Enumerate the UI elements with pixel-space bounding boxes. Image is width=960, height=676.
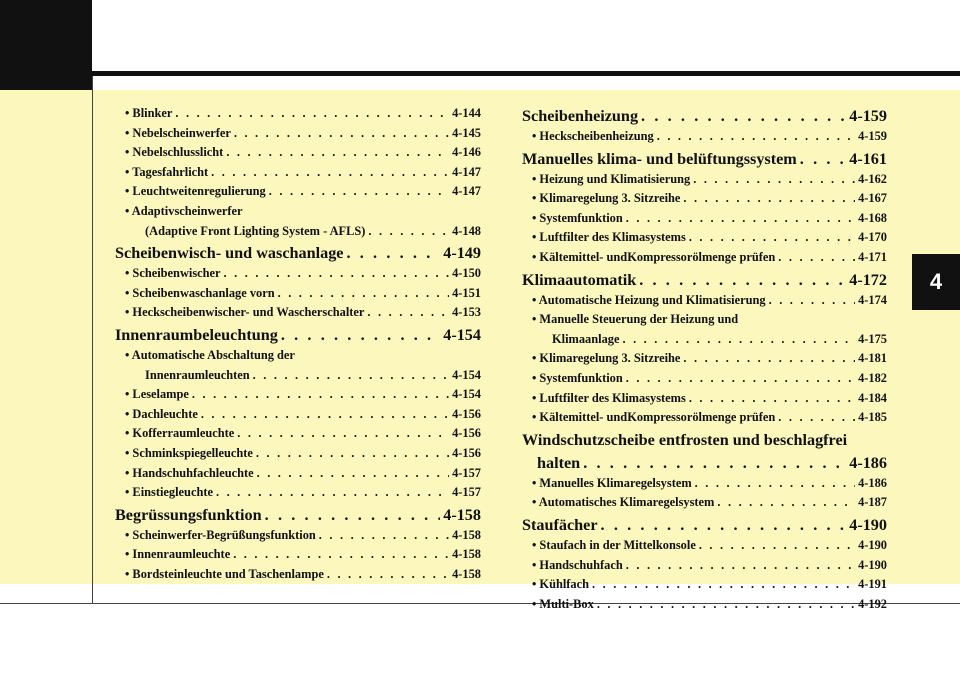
toc-subentry[interactable] bbox=[115, 182, 481, 202]
dot-leader bbox=[689, 228, 855, 248]
toc-entry-label: • Tagesfahrlicht bbox=[125, 164, 209, 179]
dot-leader bbox=[626, 209, 855, 229]
dot-leader bbox=[800, 148, 846, 170]
toc-entry-label: • Luftfilter des Klimasystems bbox=[532, 230, 686, 245]
toc-entry-label: • Leuchtweitenregulierung bbox=[125, 184, 266, 199]
dot-leader bbox=[683, 189, 855, 209]
toc-subentry[interactable] bbox=[115, 545, 481, 565]
toc-page-number: 4-158 bbox=[452, 566, 481, 581]
chapter-tab[interactable]: 4 bbox=[912, 254, 960, 310]
toc-subentry[interactable] bbox=[522, 248, 887, 268]
toc-subentry[interactable] bbox=[522, 291, 887, 311]
dot-leader bbox=[319, 526, 449, 546]
corner-black-block bbox=[0, 0, 92, 90]
toc-entry-label: • Leselampe bbox=[125, 387, 189, 402]
toc-page-number: 4-153 bbox=[452, 305, 481, 320]
toc-entry-label: • Multi-Box bbox=[532, 596, 594, 611]
toc-page-number: 4-175 bbox=[858, 331, 887, 346]
dot-leader bbox=[281, 324, 440, 346]
toc-page-number: 4-172 bbox=[849, 270, 887, 289]
margin-line bbox=[92, 76, 93, 603]
toc-page-number: 4-146 bbox=[452, 145, 481, 160]
toc-section-entry[interactable] bbox=[522, 514, 887, 536]
toc-subentry[interactable] bbox=[522, 474, 887, 494]
toc-page-number: 4-187 bbox=[858, 495, 887, 510]
toc-subentry[interactable] bbox=[115, 303, 481, 323]
dot-leader bbox=[626, 556, 855, 576]
toc-entry-label: • Handschuhfachleuchte bbox=[125, 465, 254, 480]
toc-entry-label: • Kühlfach bbox=[532, 577, 590, 592]
dot-leader bbox=[717, 493, 855, 513]
toc-subentry[interactable] bbox=[522, 369, 887, 389]
toc-entry-label: Innenraumbeleuchtung bbox=[115, 325, 278, 344]
toc-page-number: 4-157 bbox=[452, 485, 481, 500]
toc-subentry bbox=[115, 202, 481, 222]
dot-leader bbox=[201, 405, 449, 425]
dot-leader bbox=[597, 595, 855, 615]
toc-subentry[interactable] bbox=[522, 127, 887, 147]
toc-page-number: 4-192 bbox=[858, 596, 887, 611]
toc-subentry[interactable] bbox=[522, 189, 887, 209]
toc-entry-label: • Blinker bbox=[125, 106, 173, 120]
toc-section-entry[interactable] bbox=[522, 105, 887, 127]
toc-page-number: 4-174 bbox=[858, 292, 887, 307]
toc-subentry[interactable] bbox=[522, 389, 887, 409]
toc-entry-label: Windschutzscheibe entfrosten und beschlagfrei bbox=[522, 430, 848, 449]
dot-leader bbox=[216, 483, 449, 503]
toc-subentry[interactable] bbox=[522, 349, 887, 369]
toc-page-number: 4-154 bbox=[443, 325, 481, 344]
dot-leader bbox=[657, 127, 855, 147]
toc-page-number: 4-154 bbox=[452, 367, 481, 382]
dot-leader bbox=[253, 366, 449, 386]
toc-subentry[interactable] bbox=[522, 595, 887, 615]
toc-left-column bbox=[115, 104, 481, 584]
toc-page-number: 4-186 bbox=[858, 475, 887, 490]
toc-entry-label: Staufächer bbox=[522, 515, 598, 534]
dot-leader bbox=[224, 264, 450, 284]
toc-page-number: 4-154 bbox=[452, 387, 481, 402]
toc-entry-label: (Adaptive Front Lighting System - AFLS) bbox=[145, 223, 366, 238]
toc-entry-label: Klimaautomatik bbox=[522, 270, 637, 289]
dot-leader bbox=[601, 514, 847, 536]
toc-page-number: 4-170 bbox=[858, 230, 887, 245]
toc-entry-label: • Einstiegleuchte bbox=[125, 485, 213, 500]
toc-entry-label: Scheibenheizung bbox=[522, 107, 639, 125]
toc-entry-label: • Schminkspiegelleuchte bbox=[125, 445, 253, 460]
dot-leader bbox=[175, 104, 449, 124]
toc-page-number: 4-159 bbox=[849, 107, 887, 125]
toc-entry-label: • Heckscheibenwischer- und Wascherschalter bbox=[125, 305, 365, 320]
dot-leader bbox=[346, 242, 440, 264]
dot-leader bbox=[769, 291, 855, 311]
toc-page-number: 4-186 bbox=[849, 453, 887, 472]
dot-leader bbox=[639, 269, 846, 291]
dot-leader bbox=[693, 170, 855, 190]
toc-subentry[interactable] bbox=[522, 575, 887, 595]
toc-page-number: 4-150 bbox=[452, 266, 481, 281]
dot-leader bbox=[192, 385, 449, 405]
toc-page-number: 4-159 bbox=[858, 129, 887, 143]
dot-leader bbox=[237, 424, 449, 444]
toc-subentry[interactable] bbox=[522, 228, 887, 248]
toc-entry-label: Begrüssungsfunktion bbox=[115, 505, 262, 524]
dot-leader bbox=[778, 248, 855, 268]
toc-entry-label: • Dachleuchte bbox=[125, 406, 198, 421]
dot-leader bbox=[626, 369, 855, 389]
toc-entry-label: • Kofferraumleuchte bbox=[125, 426, 235, 441]
toc-page-number: 4-145 bbox=[452, 125, 481, 140]
toc-page-number: 4-156 bbox=[452, 406, 481, 421]
toc-page-number: 4-171 bbox=[858, 249, 887, 264]
toc-entry-label: • Adaptivscheinwerfer bbox=[125, 203, 243, 218]
toc-entry-label: • Nebelschlusslicht bbox=[125, 145, 224, 160]
toc-page-number: 4-190 bbox=[858, 537, 887, 552]
toc-page-number: 4-144 bbox=[452, 106, 481, 120]
toc-page-number: 4-148 bbox=[452, 223, 481, 238]
dot-leader bbox=[233, 545, 449, 565]
dot-leader bbox=[256, 444, 449, 464]
toc-entry-label: • Scheinwerfer-Begrüßungsfunktion bbox=[125, 527, 316, 542]
toc-entry-label: • Kältemittel- undKompressorölmenge prüfen bbox=[532, 410, 776, 425]
toc-page-number: 4-156 bbox=[452, 445, 481, 460]
toc-subentry[interactable] bbox=[522, 493, 887, 513]
toc-page-number: 4-184 bbox=[858, 390, 887, 405]
toc-subentry[interactable] bbox=[115, 405, 481, 425]
toc-page-number: 4-185 bbox=[858, 410, 887, 425]
toc-page-number: 4-191 bbox=[858, 577, 887, 592]
toc-page-number: 4-181 bbox=[858, 351, 887, 366]
dot-leader bbox=[683, 349, 855, 369]
toc-subentry[interactable] bbox=[115, 424, 481, 444]
toc-subentry bbox=[522, 310, 887, 330]
toc-page-number: 4-190 bbox=[849, 515, 887, 534]
toc-page-number: 4-157 bbox=[452, 465, 481, 480]
toc-section-entry[interactable] bbox=[115, 324, 481, 346]
toc-entry-label: halten bbox=[537, 453, 581, 472]
toc-entry-label: • Automatische Heizung und Klimatisierung bbox=[532, 292, 766, 307]
toc-subentry[interactable] bbox=[115, 385, 481, 405]
toc-section-entry[interactable] bbox=[522, 148, 887, 170]
dot-leader bbox=[327, 565, 449, 585]
toc-subentry[interactable] bbox=[522, 330, 887, 350]
toc-entry-label: • Innenraumleuchte bbox=[125, 547, 231, 562]
toc-entry-label: • Klimaregelung 3. Sitzreihe bbox=[532, 351, 681, 366]
dot-leader bbox=[257, 464, 449, 484]
dot-leader bbox=[695, 474, 855, 494]
dot-leader bbox=[234, 124, 449, 144]
toc-entry-label: Innenraumleuchten bbox=[145, 367, 250, 382]
toc-entry-label: Klimaanlage bbox=[552, 331, 620, 346]
toc-page-number: 4-151 bbox=[452, 285, 481, 300]
toc-entry-label: • Systemfunktion bbox=[532, 370, 623, 385]
toc-subentry[interactable] bbox=[115, 483, 481, 503]
toc-entry-label: • Heckscheibenheizung bbox=[532, 129, 654, 143]
toc-entry-label: • Bordsteinleuchte und Taschenlampe bbox=[125, 566, 324, 581]
dot-leader bbox=[622, 330, 855, 350]
toc-subentry[interactable] bbox=[115, 526, 481, 546]
dot-leader bbox=[689, 389, 855, 409]
toc-entry-label: Scheibenwisch- und waschanlage bbox=[115, 244, 344, 263]
toc-entry-label: • Heizung und Klimatisierung bbox=[532, 171, 691, 186]
toc-entry-label: • Scheibenwischer bbox=[125, 266, 221, 281]
dot-leader bbox=[583, 452, 846, 474]
toc-entry-label: Manuelles klima- und belüftungssystem bbox=[522, 149, 797, 168]
toc-page-number: 4-147 bbox=[452, 164, 481, 179]
toc-entry-label: • Scheibenwaschanlage vorn bbox=[125, 285, 275, 300]
dot-leader bbox=[592, 575, 855, 595]
toc-subentry[interactable] bbox=[115, 444, 481, 464]
toc-page-number: 4-168 bbox=[858, 210, 887, 225]
toc-subentry[interactable] bbox=[115, 124, 481, 144]
toc-entry-label: • Kältemittel- undKompressorölmenge prüfen bbox=[532, 249, 776, 264]
toc-subentry[interactable] bbox=[115, 104, 481, 124]
toc-subentry bbox=[115, 346, 481, 366]
dot-leader bbox=[641, 105, 846, 127]
toc-subentry[interactable] bbox=[115, 222, 481, 242]
toc-page-number: 4-147 bbox=[452, 184, 481, 199]
toc-entry-label: • Klimaregelung 3. Sitzreihe bbox=[532, 191, 681, 206]
header-rule bbox=[92, 71, 960, 76]
toc-page-number: 4-162 bbox=[858, 171, 887, 186]
toc-right-column bbox=[522, 104, 887, 614]
toc-subentry[interactable] bbox=[115, 284, 481, 304]
toc-subentry[interactable] bbox=[115, 565, 481, 585]
toc-entry-label: • Staufach in der Mittelkonsole bbox=[532, 537, 696, 552]
toc-section-entry[interactable] bbox=[522, 452, 887, 474]
toc-entry-label: • Manuelle Steuerung der Heizung und bbox=[532, 312, 739, 327]
dot-leader bbox=[368, 222, 449, 242]
toc-entry-label: • Automatische Abschaltung der bbox=[125, 347, 295, 362]
toc-entry-label: • Systemfunktion bbox=[532, 210, 623, 225]
dot-leader bbox=[367, 303, 449, 323]
toc-page-number: 4-149 bbox=[443, 244, 481, 263]
dot-leader bbox=[778, 408, 855, 428]
toc-subentry[interactable] bbox=[522, 408, 887, 428]
toc-subentry[interactable] bbox=[115, 464, 481, 484]
toc-subentry[interactable] bbox=[115, 264, 481, 284]
toc-subentry[interactable] bbox=[115, 163, 481, 183]
toc-subentry[interactable] bbox=[115, 143, 481, 163]
toc-section-entry[interactable] bbox=[115, 504, 481, 526]
toc-subentry[interactable] bbox=[522, 556, 887, 576]
toc-entry-label: • Luftfilter des Klimasystems bbox=[532, 390, 686, 405]
toc-section-entry[interactable] bbox=[115, 242, 481, 264]
toc-section-entry[interactable] bbox=[522, 269, 887, 291]
toc-subentry[interactable] bbox=[522, 170, 887, 190]
dot-leader bbox=[226, 143, 449, 163]
toc-page-number: 4-190 bbox=[858, 557, 887, 572]
toc-page-number: 4-161 bbox=[849, 149, 887, 168]
dot-leader bbox=[265, 504, 441, 526]
dot-leader bbox=[699, 536, 855, 556]
toc-entry-label: • Handschuhfach bbox=[532, 557, 623, 572]
toc-section-entry bbox=[522, 429, 887, 451]
toc-page-number: 4-158 bbox=[452, 527, 481, 542]
toc-page-number: 4-158 bbox=[443, 505, 481, 524]
toc-subentry[interactable] bbox=[522, 536, 887, 556]
toc-page-number: 4-167 bbox=[858, 191, 887, 206]
toc-subentry[interactable] bbox=[522, 209, 887, 229]
toc-entry-label: • Automatisches Klimaregelsystem bbox=[532, 495, 715, 510]
toc-page-number: 4-156 bbox=[452, 426, 481, 441]
toc-page-number: 4-182 bbox=[858, 370, 887, 385]
toc-subentry[interactable] bbox=[115, 366, 481, 386]
toc-page-number: 4-158 bbox=[452, 547, 481, 562]
dot-leader bbox=[269, 182, 449, 202]
dot-leader bbox=[211, 163, 449, 183]
toc-entry-label: • Manuelles Klimaregelsystem bbox=[532, 475, 692, 490]
toc-entry-label: • Nebelscheinwerfer bbox=[125, 125, 231, 140]
dot-leader bbox=[278, 284, 449, 304]
